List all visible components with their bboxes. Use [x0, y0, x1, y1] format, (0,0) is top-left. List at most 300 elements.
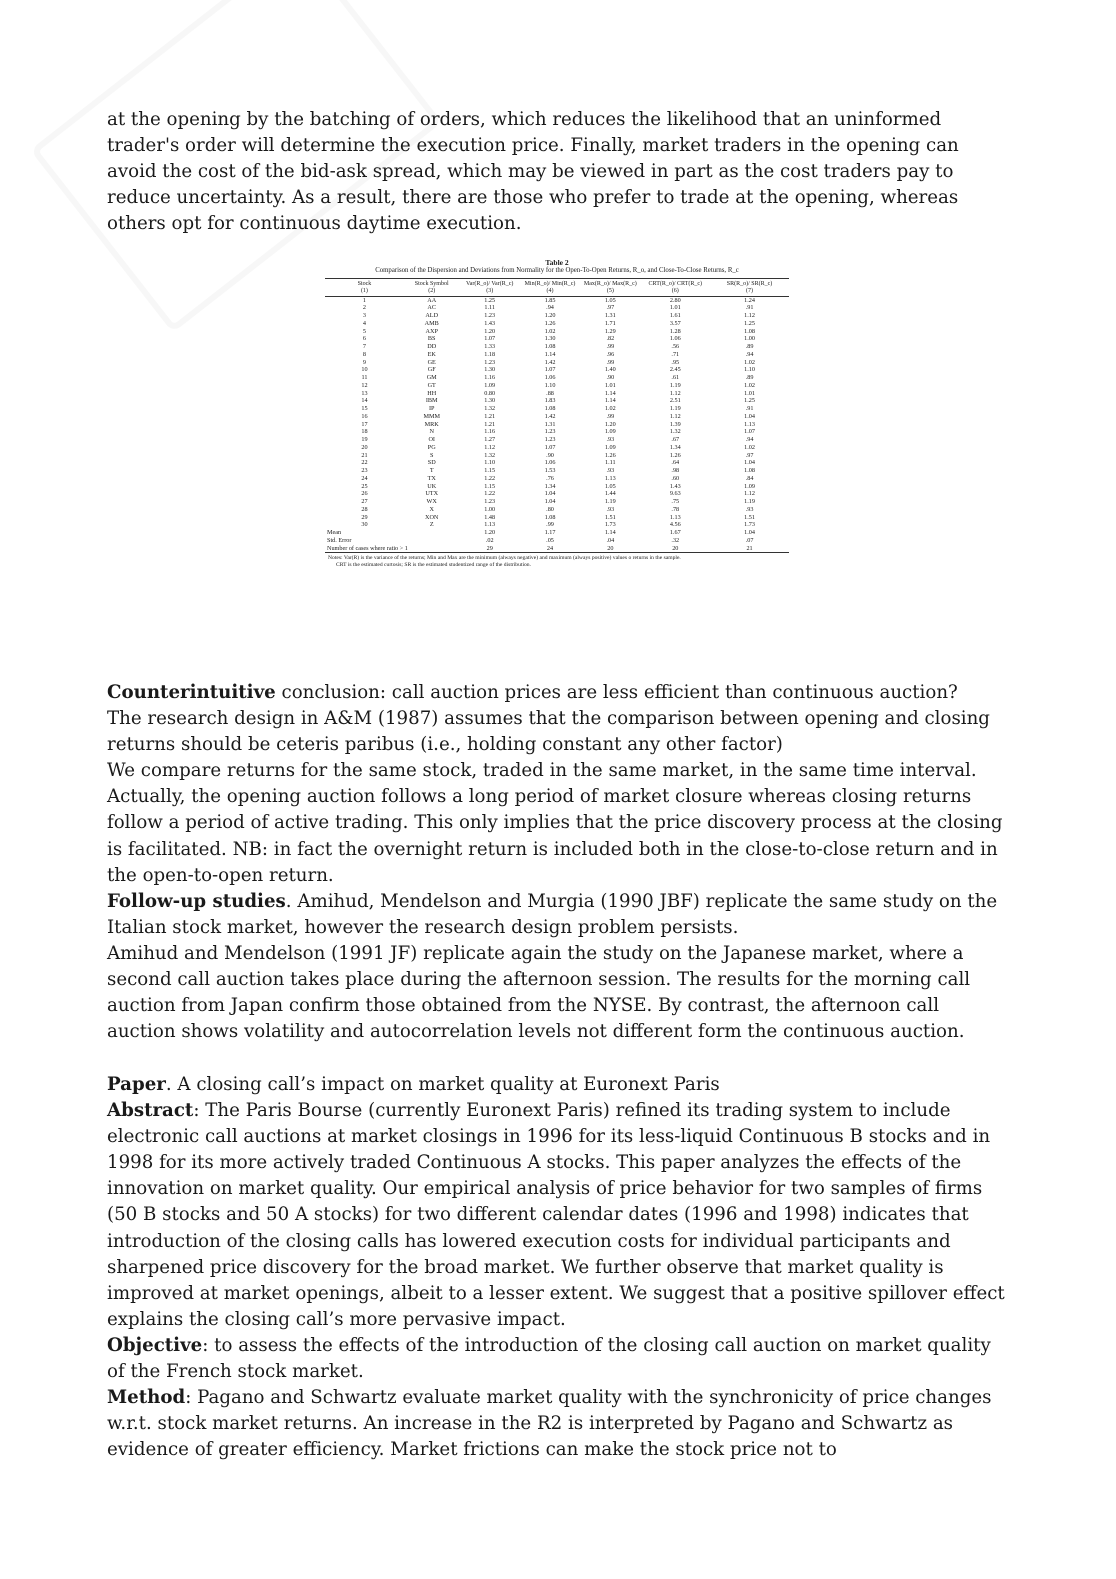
table-cell: 1.02 — [744, 381, 755, 389]
table-cell: 1.67 — [669, 529, 681, 536]
table-cell: 24 — [361, 474, 368, 482]
table-cell: 27 — [361, 498, 368, 505]
research-design-line: The research design in A&M (1987) assumes that the comparison between opening and closing returns should be ceteris paribus (i.e., holding constant any other factor) — [107, 708, 990, 756]
table-row — [325, 304, 789, 312]
intro-text: at the opening by the batching of orders, which reduces the likelihood that an uninformed trader's order will determine the execution price. Finally, market traders in the opening can avoid the cost of the bid-ask spread, which may be viewed in part as the cost traders pay to reduce uncertainty. As a result, there are those who prefer to trade at the opening, whereas others opt for continuous daytime execution. — [107, 109, 959, 235]
table-cell: 3 — [362, 312, 366, 319]
table-cell: .93 — [606, 436, 615, 443]
table-cell: 1.31 — [544, 420, 556, 428]
table-cell: UK — [427, 482, 437, 490]
table-header-row — [325, 278, 789, 288]
table-row — [325, 382, 789, 390]
table-cell: 1.10 — [544, 381, 556, 389]
table-cell: 1.28 — [669, 327, 681, 335]
table-cell: TX — [427, 474, 436, 482]
column-number: (5) — [580, 288, 640, 297]
table-cell: .82 — [606, 335, 615, 343]
table-cell: .89 — [745, 374, 754, 381]
table-cell: .90 — [606, 374, 615, 381]
table-cell: 1.16 — [484, 374, 496, 381]
table-cell: 1.13 — [744, 420, 755, 428]
table-cell: IP — [428, 405, 435, 412]
table-cell: AXP — [425, 327, 438, 335]
table-cell: 1.16 — [484, 428, 496, 436]
table-cell: .94 — [745, 436, 754, 443]
table-cell: HH — [427, 389, 437, 397]
table-cell: 15 — [361, 405, 368, 412]
table-cell: 1.32 — [669, 428, 681, 436]
table-cell: 1.33 — [484, 343, 496, 350]
table-cell: 1.22 — [484, 490, 496, 498]
objective-paragraph — [107, 1333, 1012, 1385]
column-header: Stock Symbol — [404, 278, 460, 288]
follow-up-text: . Amihud, Mendelson and Murgia (1990 JBF) replicate the same study on the Italian stock market, however the research design problem persists. — [107, 890, 998, 938]
table-cell: .97 — [745, 451, 754, 459]
table-cell: AA — [427, 296, 437, 304]
table-cell: 1.73 — [744, 521, 755, 529]
table-cell: 1.08 — [744, 467, 755, 474]
table-row — [325, 413, 789, 421]
table-cell: 5 — [362, 327, 366, 335]
table-cell: .95 — [671, 358, 680, 366]
table-row — [325, 428, 789, 436]
table-cell: 1.73 — [604, 521, 616, 529]
table-cell: 1.05 — [604, 482, 616, 490]
table-cell: 1.21 — [484, 412, 496, 420]
table-cell: .93 — [745, 505, 754, 513]
table-cell: .89 — [745, 343, 754, 350]
table-cell: XON — [425, 513, 439, 521]
table-cell: 1.12 — [744, 490, 755, 498]
table-notes — [325, 555, 789, 569]
table-note: CRT is the estimated curtosis; SR is the estimated studentized range of the distribution. — [336, 562, 532, 569]
table-cell: 17 — [361, 420, 368, 428]
table-cell: 1.09 — [484, 381, 496, 389]
table-row — [325, 405, 789, 413]
table-cell: 1.09 — [604, 428, 616, 436]
table-row — [325, 312, 789, 320]
column-number: (6) — [640, 288, 710, 297]
follow-up-paragraph — [107, 889, 1012, 941]
table-cell: SD — [427, 459, 436, 467]
table-cell: 1.44 — [604, 490, 616, 498]
table-cell: .93 — [606, 505, 615, 513]
abstract-text: : The Paris Bourse (currently Euronext Paris) refined its trading system to include electronic call auctions at market closings in 1996 for its less-liquid Continuous B stocks and in 1998 for its more actively traded Continuous A stocks. This paper analyzes the effects of the innovation on market quality. Our empirical analysis of price behavior for two samples of firms (50 B stocks and 50 A stocks) for two different calendar dates (1996 and 1998) indicates that introduction of the closing calls has lowered execution costs for individual participants and sharpened price discovery for the broad market. We further observe that market quality is improved at market openings, albeit to a lesser extent. We suggest that a positive spillover effect explains the closing call’s more pervasive impact. — [107, 1100, 1005, 1330]
table-cell: .80 — [546, 505, 554, 513]
table-cell: 1.19 — [744, 498, 755, 505]
table-cell: 1.30 — [484, 397, 496, 405]
table-cell: 1.27 — [484, 436, 496, 443]
table-cell: .98 — [671, 467, 680, 474]
table-row — [325, 374, 789, 382]
table-cell: 1.25 — [744, 319, 755, 327]
column-number: (4) — [520, 288, 580, 297]
comparison-line: We compare returns for the same stock, traded in the same market, in the same time interval. Actually, the opening auction follows a long period of market closure whereas closing returns follow a period of active trading. This only implies that the price discovery process at the closing is facilitated. NB: in fact the overnight return is included both in the close-to-close return and in the open-to-open return. — [107, 760, 1003, 886]
table-cell: 1.02 — [544, 327, 556, 335]
table-cell: 1.08 — [744, 327, 755, 335]
column-header: Min(R_o)/ Min(R_c) — [520, 278, 580, 288]
table-cell: 1.26 — [544, 319, 556, 327]
counterintuitive-label: Counterintuitive — [107, 682, 276, 703]
table-cell: 1.11 — [484, 304, 495, 312]
table-cell: 1.02 — [744, 358, 755, 366]
table-cell: 1.10 — [744, 366, 755, 374]
abstract-label: Abstract — [107, 1100, 194, 1122]
table-summary-row — [325, 537, 789, 545]
table-cell: 28 — [361, 505, 368, 513]
table-cell: 1.15 — [484, 467, 496, 474]
method-label: Method — [107, 1387, 186, 1409]
table-row — [325, 366, 789, 374]
table-row — [325, 359, 789, 367]
column-header: Var(R_o)/ Var(R_c) — [460, 278, 520, 288]
column-header: SR(R_o)/ SR(R_c) — [710, 278, 789, 288]
table-cell: 1.51 — [744, 513, 755, 521]
table-cell: 1.12 — [484, 443, 496, 451]
table-cell: UTX — [425, 490, 439, 498]
table-cell: 1.06 — [544, 374, 556, 381]
table-cell: GE — [427, 358, 436, 366]
table-cell: 1.48 — [484, 513, 496, 521]
table-row — [325, 521, 789, 529]
table-cell: 2.80 — [669, 296, 681, 304]
table-cell: 1.31 — [604, 312, 616, 319]
table-row — [325, 296, 789, 304]
table-cell: 1.43 — [484, 319, 496, 327]
table-cell: 1.25 — [484, 296, 496, 304]
table-cell: .61 — [671, 374, 680, 381]
table-cell: .56 — [671, 343, 680, 350]
summary-label: Mean — [327, 529, 342, 536]
table-row — [325, 328, 789, 336]
table-number: Table 2 — [545, 258, 569, 267]
data-table — [325, 278, 789, 554]
table-cell: .76 — [546, 474, 554, 482]
table-cell: T — [429, 467, 434, 474]
table-summary-row — [325, 545, 789, 553]
table-cell: .88 — [546, 389, 554, 397]
table-cell: 12 — [361, 381, 368, 389]
table-cell: 1.61 — [669, 312, 681, 319]
table-cell: 1.29 — [604, 327, 616, 335]
table-cell: 1.01 — [744, 389, 755, 397]
table-cell: X — [429, 505, 434, 513]
table-row — [325, 498, 789, 506]
table-cell: N — [429, 428, 434, 436]
counterintuitive-paragraph — [107, 680, 1012, 706]
table-row — [325, 506, 789, 514]
intro-paragraph — [107, 107, 1012, 237]
table-cell: EK — [427, 350, 436, 358]
table-note: Notes: Var(R) is the variance of the returns; Min and Max are the minimum (always negative) and maximum (always positive) values o returns in the sample. — [328, 555, 681, 562]
table-cell: MMM — [423, 412, 440, 420]
table-cell: 20 — [640, 545, 710, 553]
table-cell: 1.04 — [544, 490, 556, 498]
table-cell: 4.56 — [669, 521, 681, 529]
table-row — [325, 514, 789, 522]
table-cell: PG — [427, 443, 436, 451]
table-cell: 1.71 — [604, 319, 616, 327]
table-cell: 1.12 — [669, 389, 681, 397]
method-text: : Pagano and Schwartz evaluate market quality with the synchronicity of price changes w.r.t. stock market returns. An increase in the R2 is interpreted by Pagano and Schwartz as evidence of greater efficiency. Market frictions can make the stock price not to — [107, 1387, 992, 1461]
table-cell: 1.04 — [744, 412, 755, 420]
table-cell: 1.34 — [544, 482, 556, 490]
column-number: (3) — [460, 288, 520, 297]
table-cell: 1.25 — [744, 397, 755, 405]
table-cell: 1.42 — [544, 412, 556, 420]
table-cell: 1.23 — [484, 312, 496, 319]
table-row — [325, 490, 789, 498]
table-cell: 1.06 — [669, 335, 681, 343]
table-cell: 1.23 — [484, 358, 496, 366]
table-cell: 1.14 — [544, 350, 556, 358]
table-cell: .99 — [606, 343, 615, 350]
table-cell: .99 — [606, 412, 615, 420]
table-cell: .02 — [485, 536, 494, 544]
table-cell: .04 — [606, 536, 615, 544]
table-row — [325, 444, 789, 452]
table-cell: 0.80 — [484, 389, 496, 397]
table-cell: 1.22 — [484, 474, 496, 482]
table-cell: 11 — [361, 374, 368, 381]
table-row — [325, 343, 789, 351]
table-cell: 29 — [460, 545, 520, 553]
table-cell: 1.26 — [669, 451, 681, 459]
table-cell: MRK — [424, 420, 439, 428]
table-cell: 7 — [362, 343, 366, 350]
table-cell: 1.06 — [544, 459, 556, 467]
table-body — [325, 296, 789, 553]
table-cell: 1.10 — [484, 459, 496, 467]
table-cell: 1.14 — [604, 389, 616, 397]
summary-label: Number of cases where ratio > 1 — [325, 545, 460, 553]
column-header: CRT(R_o)/ CRT(R_c) — [640, 278, 710, 288]
japan-study-line: Amihud and Mendelson (1991 JF) replicate again the study on the Japanese market, where a second call auction takes place during the afternoon session. The results for the morning call auction from Japan confirm those obtained from the NYSE. By contrast, the afternoon call auction shows volatility and autocorrelation levels not different form the continuous auction. — [107, 942, 971, 1043]
table-cell: 1.02 — [744, 443, 755, 451]
table-cell: AMB — [424, 319, 439, 327]
table-cell: .60 — [671, 474, 680, 482]
table-cell: .99 — [546, 521, 554, 529]
table-cell: 26 — [361, 490, 368, 498]
column-header: Max(R_o)/ Max(R_c) — [580, 278, 640, 288]
table-cell: 1.07 — [484, 335, 496, 343]
method-paragraph — [107, 1385, 1012, 1463]
table-cell: OI — [428, 436, 435, 443]
table-cell: 1.85 — [544, 296, 556, 304]
table-cell: .96 — [606, 350, 615, 358]
table-cell: 1.19 — [669, 381, 681, 389]
table-cell: .32 — [671, 536, 680, 544]
table-cell: 29 — [361, 513, 368, 521]
table-row — [325, 452, 789, 460]
table-cell: 1.04 — [744, 459, 755, 467]
table-cell: 2.45 — [669, 366, 681, 374]
table-cell: 1.51 — [604, 513, 616, 521]
table-cell: WX — [426, 498, 437, 505]
table-cell: IBM — [425, 397, 438, 405]
table-row — [325, 351, 789, 359]
table-cell: 10 — [361, 366, 368, 374]
table-cell: DD — [427, 343, 437, 350]
table-summary-row — [325, 529, 789, 537]
table-cell: 9.63 — [669, 490, 681, 498]
table-cell: 1.42 — [544, 358, 556, 366]
paper-label: Paper — [107, 1074, 166, 1095]
table-row — [325, 467, 789, 475]
table-cell: AC — [427, 304, 437, 312]
table-cell: .84 — [745, 474, 754, 482]
table-cell: 2 — [362, 304, 366, 312]
table-cell: 1.20 — [484, 327, 496, 335]
table-cell: .75 — [671, 498, 680, 505]
table-cell: ALD — [425, 312, 439, 319]
table-cell: 1.15 — [484, 482, 496, 490]
paper-title: . A closing call’s impact on market quality at Euronext Paris — [165, 1074, 720, 1095]
table-row — [325, 459, 789, 467]
table-cell: 1.09 — [744, 482, 755, 490]
table-cell: 1.07 — [544, 366, 556, 374]
table-cell: 1.30 — [544, 335, 556, 343]
table-cell: 1.11 — [605, 459, 616, 467]
table-cell: 1.53 — [544, 467, 556, 474]
table-cell: 1.43 — [669, 482, 681, 490]
table-cell: .97 — [606, 304, 615, 312]
table-cell: 4 — [362, 319, 366, 327]
table-caption: Comparison of the Dispersion and Deviations from Normality for the Open-To-Open Returns, R_o, and Close-To-Close Returns, R_c — [375, 267, 739, 274]
table-cell: 18 — [361, 428, 368, 436]
table-cell: 30 — [361, 521, 368, 529]
table-cell: .90 — [546, 451, 554, 459]
table-cell: 1.32 — [484, 405, 496, 412]
follow-up-label: Follow-up studies — [107, 890, 286, 912]
table-cell: 1.00 — [744, 335, 755, 343]
table-cell: 1.23 — [544, 436, 556, 443]
table-cell: 23 — [361, 467, 368, 474]
table-cell: GM — [426, 374, 437, 381]
table-cell: .05 — [546, 536, 554, 544]
table-cell: 2.51 — [669, 397, 681, 405]
objective-label: Objective — [107, 1334, 203, 1356]
table-cell: 1.00 — [484, 505, 496, 513]
table-header-number-row — [325, 288, 789, 297]
table-cell: .07 — [745, 536, 754, 544]
table-row — [325, 397, 789, 405]
column-number: (2) — [404, 288, 460, 297]
table-cell: 1.01 — [604, 381, 616, 389]
table-cell: 1.07 — [544, 443, 556, 451]
table-cell: 3.57 — [669, 319, 681, 327]
table-cell: 25 — [361, 482, 368, 490]
table-cell: Z — [429, 521, 434, 529]
table-cell: 1.19 — [604, 498, 616, 505]
table-cell: 1.08 — [544, 405, 556, 412]
table-row — [325, 483, 789, 491]
table-cell: 1.23 — [544, 428, 556, 436]
table-cell: 1.20 — [604, 420, 616, 428]
counterintuitive-text: conclusion: call auction prices are less efficient than continuous auction? — [275, 682, 958, 703]
table-cell: 1.32 — [484, 451, 496, 459]
table-cell: S — [429, 451, 434, 459]
table-cell: .78 — [671, 505, 680, 513]
table-cell: 8 — [362, 350, 366, 358]
table-cell: 1.14 — [604, 397, 616, 405]
table-cell: 1.08 — [544, 343, 556, 350]
table-cell: 1.05 — [604, 296, 616, 304]
table-cell: 1.01 — [669, 304, 681, 312]
table-cell: GT — [427, 381, 436, 389]
table-cell: 6 — [362, 335, 366, 343]
table-cell: 1.13 — [604, 474, 616, 482]
table-cell: 16 — [361, 412, 368, 420]
table-cell: .71 — [671, 350, 680, 358]
table-cell: .94 — [745, 350, 754, 358]
table-cell: 1.08 — [544, 513, 556, 521]
table-cell: 22 — [361, 459, 368, 467]
table-cell: .99 — [606, 358, 615, 366]
column-header: Stock — [325, 278, 404, 288]
table-cell: 1.21 — [484, 420, 496, 428]
table-cell: 1.17 — [544, 529, 556, 536]
table-figure — [325, 258, 789, 569]
table-cell: 20 — [580, 545, 640, 553]
table-cell: 1.07 — [744, 428, 755, 436]
table-cell: 1.23 — [484, 498, 496, 505]
table-cell: 1.13 — [669, 513, 681, 521]
objective-text: : to assess the effects of the introduction of the closing call auction on market quality of the French stock market. — [107, 1334, 991, 1383]
table-cell: .93 — [606, 467, 615, 474]
table-cell: .94 — [546, 304, 554, 312]
discussion-section — [107, 680, 1012, 1045]
paper-line — [107, 1072, 1012, 1098]
table-cell: 1.02 — [604, 405, 616, 412]
table-cell: 1.34 — [669, 443, 681, 451]
table-cell: 1.09 — [604, 443, 616, 451]
table-cell: 1.13 — [484, 521, 496, 529]
table-row — [325, 436, 789, 444]
table-cell: 1.20 — [544, 312, 556, 319]
table-cell: 1 — [362, 296, 366, 304]
column-number: (7) — [710, 288, 789, 297]
table-cell: 1.04 — [744, 529, 755, 536]
table-cell: .67 — [671, 436, 680, 443]
table-row — [325, 421, 789, 429]
table-cell: 21 — [361, 451, 368, 459]
column-number: (1) — [325, 288, 404, 297]
table-cell: 1.12 — [744, 312, 755, 319]
table-cell: 24 — [520, 545, 580, 553]
table-cell: 1.20 — [484, 529, 496, 536]
table-row — [325, 390, 789, 398]
table-cell: BS — [427, 335, 436, 343]
table-cell: .64 — [671, 459, 680, 467]
summary-label: Std. Error — [327, 536, 352, 544]
table-cell: 1.83 — [544, 397, 556, 405]
table-cell: 20 — [361, 443, 368, 451]
table-row — [325, 335, 789, 343]
table-cell: GF — [427, 366, 436, 374]
table-row — [325, 475, 789, 483]
table-cell: .91 — [745, 405, 754, 412]
table-cell: 1.12 — [669, 412, 681, 420]
table-cell: 1.18 — [484, 350, 496, 358]
abstract-paragraph — [107, 1098, 1012, 1333]
table-cell: 1.24 — [744, 296, 755, 304]
paper-section — [107, 1072, 1012, 1463]
table-cell: 1.30 — [484, 366, 496, 374]
table-cell: 14 — [361, 397, 368, 405]
table-cell: 1.04 — [544, 498, 556, 505]
table-cell: 1.39 — [669, 420, 681, 428]
